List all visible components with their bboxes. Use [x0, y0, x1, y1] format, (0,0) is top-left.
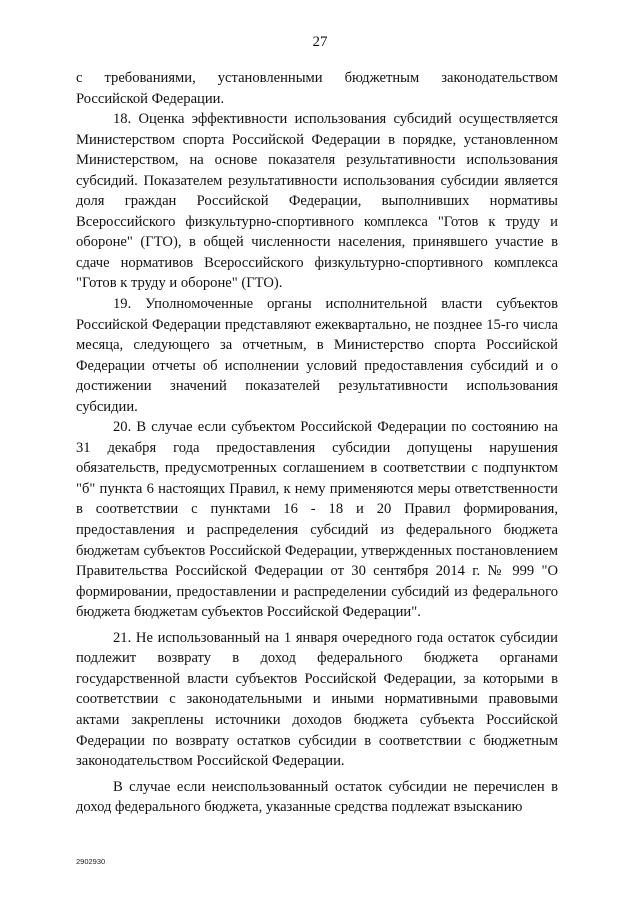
paragraph-19: 19. Уполномоченные органы исполнительной власти субъектов Российской Федерации представляют ежеквартально, не позднее 15-го числа месяца, следующего за отчетным, в Министерство спорта Российской Федерации отчеты об исполнении условий предоставления субсидий и о достижении значений показателей результативности использования субсидии.: [76, 296, 558, 415]
page-number: 27: [312, 34, 328, 50]
paragraph-20: 20. В случае если субъектом Российской Федерации по состоянию на 31 декабря года предоставления субсидии допущены нарушения обязательств, предусмотренных соглашением в соответствии с подпунктом "б" пункта 6 настоящих Правил, к нему применяются меры ответственности в соответствии с пунктами 16 - 18 и 20 Правил формирования, предоставления и распределения субсидий из федерального бюджета бюджетам субъектов Российской Федерации, утвержденных постановлением Правительства Российской Федерации от 30 сентября 2014 г. № 999 "О формировании, предоставлении и распределении субсидий из федерального бюджета бюджетам субъектов Российской Федерации".: [76, 419, 558, 621]
document-code: 2902930: [76, 857, 106, 866]
paragraph-21-continued: В случае если неиспользованный остаток субсидии не перечислен в доход федерального бюджета, указанные средства подлежат взысканию: [76, 778, 558, 816]
document-body: [76, 68, 558, 818]
paragraph-continuation: с требованиями, установленными бюджетным законодательством Российской Федерации.: [76, 70, 558, 107]
paragraph-18: 18. Оценка эффективности использования субсидий осуществляется Министерством спорта Российской Федерации в порядке, установленном Министерством, на основе показателя результативности использования субсидий. Показателем результативности использования субсидии является доля граждан Российской Федерации, выполнивших нормативы Всероссийского физкультурно-спортивного комплекса "Готов к труду и обороне" (ГТО), в общей численности населения, принявшего участие в сдаче нормативов Всероссийского физкультурно-спортивного комплекса "Готов к труду и обороне" (ГТО).: [76, 111, 558, 292]
paragraph-21: 21. Не использованный на 1 января очередного года остаток субсидии подлежит возврату в доход федерального бюджета органами государственной власти субъектов Российской Федерации, за которыми в соответствии с законодательными и иными нормативными правовыми актами закреплены источники доходов бюджета субъекта Российской Федерации по возврату остатков субсидии в соответствии с бюджетным законодательством Российской Федерации.: [76, 629, 558, 770]
